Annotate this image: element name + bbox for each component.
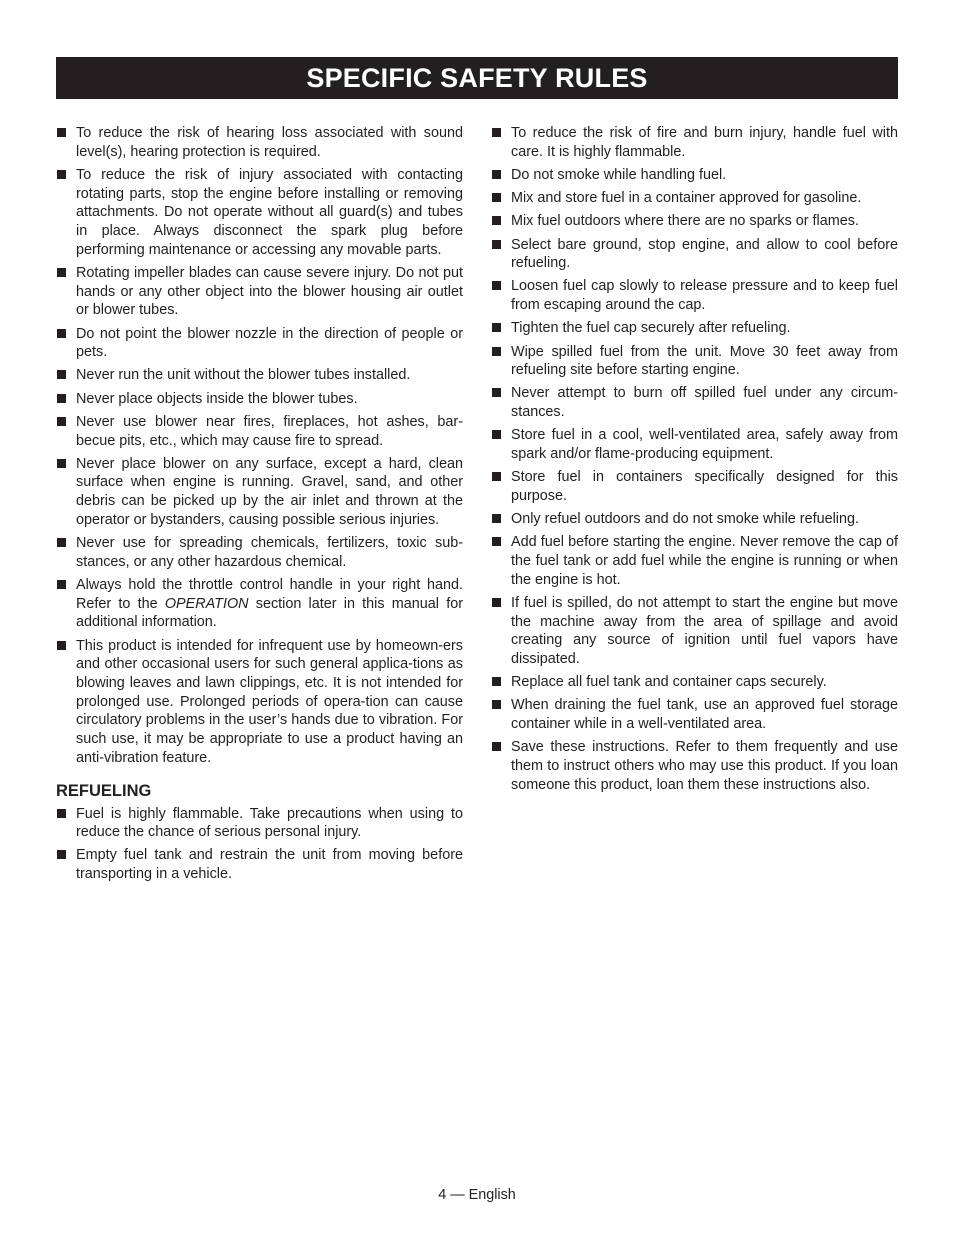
- square-bullet-icon: [492, 281, 501, 290]
- rule-item: Never place blower on any surface, except a hard, clean surface when engine is running. Gravel, sand, and other debris can be picked up by the air inlet and thrown at the operator or bystanders, causing possible serious injuries.: [56, 455, 463, 530]
- rule-item: Only refuel outdoors and do not smoke while refueling.: [491, 510, 898, 529]
- square-bullet-icon: [57, 394, 66, 403]
- left-column: [56, 124, 463, 888]
- rule-item: Select bare ground, stop engine, and allow to cool before refueling.: [491, 236, 898, 273]
- rule-item: When draining the fuel tank, use an approved fuel storage container while in a well-ventilated area.: [491, 696, 898, 733]
- square-bullet-icon: [492, 216, 501, 225]
- rule-item: Empty fuel tank and restrain the unit from moving before transporting in a vehicle.: [56, 846, 463, 883]
- square-bullet-icon: [57, 580, 66, 589]
- rule-item: Store fuel in containers specifically designed for this purpose.: [491, 468, 898, 505]
- title-bar: [56, 57, 898, 99]
- right-column: [491, 124, 898, 799]
- square-bullet-icon: [492, 598, 501, 607]
- rule-item: Save these instructions. Refer to them frequently and use them to instruct others who may use this product. If you loan someone this product, loan them these instructions also.: [491, 738, 898, 794]
- rule-item: Never run the unit without the blower tubes installed.: [56, 366, 463, 385]
- rule-item: Wipe spilled fuel from the unit. Move 30 feet away from refueling site before starting engine.: [491, 343, 898, 380]
- rule-item: Never place objects inside the blower tubes.: [56, 390, 463, 409]
- square-bullet-icon: [57, 268, 66, 277]
- square-bullet-icon: [492, 472, 501, 481]
- square-bullet-icon: [492, 537, 501, 546]
- rule-item: Do not point the blower nozzle in the direction of people or pets.: [56, 325, 463, 362]
- square-bullet-icon: [57, 538, 66, 547]
- refueling-heading: REFUELING: [56, 781, 152, 800]
- square-bullet-icon: [492, 677, 501, 686]
- square-bullet-icon: [492, 742, 501, 751]
- operation-section-reference: OPERATION: [164, 595, 249, 612]
- square-bullet-icon: [492, 323, 501, 332]
- right-rules-list: [491, 124, 898, 795]
- rule-item: Never use for spreading chemicals, fertilizers, toxic sub-stances, or any other hazardous chemical.: [56, 534, 463, 571]
- rule-item: Never attempt to burn off spilled fuel under any circum-stances.: [491, 384, 898, 421]
- square-bullet-icon: [57, 417, 66, 426]
- rule-item: Do not smoke while handling fuel.: [491, 166, 898, 185]
- rule-item: If fuel is spilled, do not attempt to start the engine but move the machine away from the area of spillage and avoid creating any source of ignition until fuel vapors have dissipated.: [491, 594, 898, 669]
- rule-item: Store fuel in a cool, well-ventilated area, safely away from spark and/or flame-producing equipment.: [491, 426, 898, 463]
- left-rules-list: [56, 124, 463, 768]
- square-bullet-icon: [57, 641, 66, 650]
- square-bullet-icon: [492, 128, 501, 137]
- page-title: SPECIFIC SAFETY RULES: [306, 62, 648, 93]
- rule-item: To reduce the risk of hearing loss associated with sound level(s), hearing protection is required.: [56, 124, 463, 161]
- rule-item: To reduce the risk of fire and burn injury, handle fuel with care. It is highly flammable.: [491, 124, 898, 161]
- rule-item: Never use blower near fires, fireplaces, hot ashes, bar-becue pits, etc., which may cause fire to spread.: [56, 413, 463, 450]
- square-bullet-icon: [57, 329, 66, 338]
- rule-item: To reduce the risk of injury associated with contacting rotating parts, stop the engine before installing or removing attachments. Do not operate without all guard(s) and tubes in place. Always disconnect the spark plug before performing maintenance or accessing any movable parts.: [56, 166, 463, 260]
- rule-item: Replace all fuel tank and container caps securely.: [491, 673, 898, 692]
- rule-item: Add fuel before starting the engine. Never remove the cap of the fuel tank or add fuel while the engine is running or when the engine is hot.: [491, 533, 898, 589]
- page-footer: 4 — English: [438, 1187, 516, 1203]
- rule-item: This product is intended for infrequent use by homeown-ers and other occasional users for such general applica-tions as blowing leaves and lawn clippings, etc. It is not intended for prolonged use. Prolonged periods of opera-tion can cause circulatory problems in the user’s hands due to vibration. For such use, it may be appropriate to use a product having an anti-vibration feature.: [56, 637, 463, 768]
- rule-item: Rotating impeller blades can cause severe injury. Do not put hands or any other object into the blower housing air outlet or blower tubes.: [56, 264, 463, 320]
- square-bullet-icon: [492, 700, 501, 709]
- square-bullet-icon: [57, 459, 66, 468]
- square-bullet-icon: [492, 388, 501, 397]
- square-bullet-icon: [57, 370, 66, 379]
- refueling-rules-list: [56, 805, 463, 884]
- square-bullet-icon: [57, 128, 66, 137]
- rule-item: Loosen fuel cap slowly to release pressure and to keep fuel from escaping around the cap.: [491, 277, 898, 314]
- rule-item: Mix fuel outdoors where there are no sparks or flames.: [491, 212, 898, 231]
- rule-item: Tighten the fuel cap securely after refueling.: [491, 319, 898, 338]
- square-bullet-icon: [492, 430, 501, 439]
- square-bullet-icon: [57, 170, 66, 179]
- square-bullet-icon: [492, 170, 501, 179]
- rule-item: Fuel is highly flammable. Take precautions when using to reduce the chance of serious personal injury.: [56, 805, 463, 842]
- rule-item: Mix and store fuel in a container approved for gasoline.: [491, 189, 898, 208]
- square-bullet-icon: [492, 240, 501, 249]
- square-bullet-icon: [492, 347, 501, 356]
- square-bullet-icon: [57, 850, 66, 859]
- square-bullet-icon: [492, 193, 501, 202]
- square-bullet-icon: [57, 809, 66, 818]
- rule-item-throttle: Always hold the throttle control handle in your right hand. Refer to the OPERATION section later in this manual for additional information.: [56, 576, 463, 632]
- square-bullet-icon: [492, 514, 501, 523]
